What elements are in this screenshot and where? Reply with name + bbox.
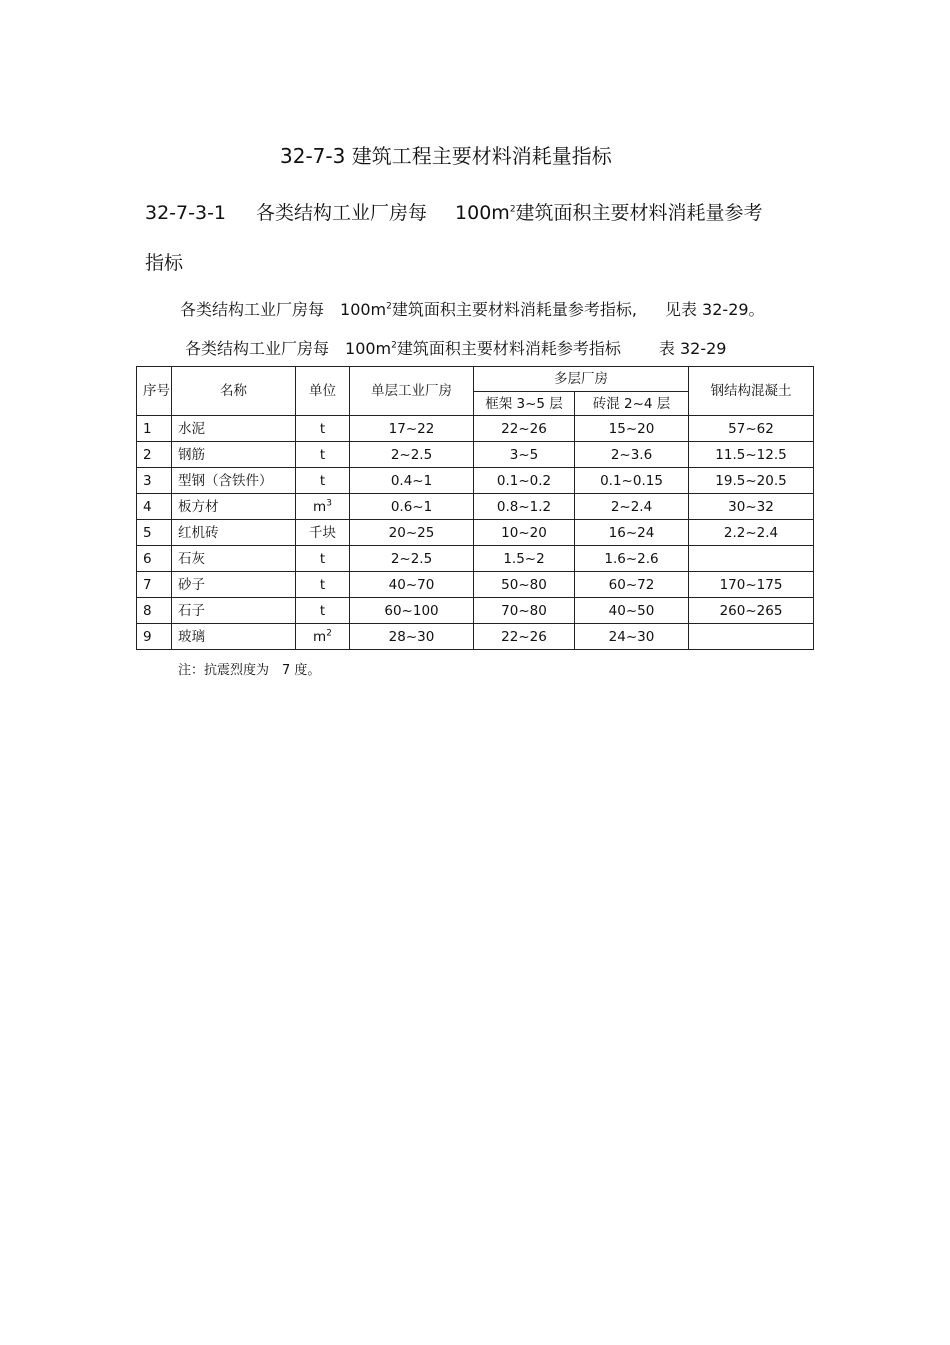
cell-seq-text: 8 xyxy=(143,602,152,619)
para-text-c: 建筑面积主要材料消耗量参考指标, xyxy=(391,300,637,319)
cell-unit-text: t xyxy=(319,420,326,437)
cell-steel-text: 57~62 xyxy=(728,420,774,437)
cell-frame xyxy=(474,520,575,546)
cell-frame-text: 0.1~0.2 xyxy=(496,472,552,489)
cell-brick-text: 24~30 xyxy=(608,628,655,645)
table-row xyxy=(137,624,814,650)
cell-steel xyxy=(689,494,814,520)
cell-single xyxy=(350,624,474,650)
cell-unit xyxy=(296,416,350,442)
cell-frame-text: 0.8~1.2 xyxy=(496,498,552,515)
cell-brick xyxy=(575,546,689,572)
cell-brick xyxy=(575,468,689,494)
cell-single-text: 28~30 xyxy=(388,628,435,645)
table-row xyxy=(137,468,814,494)
cell-frame-text: 50~80 xyxy=(501,576,547,593)
cell-steel-text: 170~175 xyxy=(719,576,783,593)
caption-text-c: 建筑面积主要材料消耗参考指标 xyxy=(396,339,621,358)
cell-brick-text: 15~20 xyxy=(608,420,655,437)
cell-frame-text: 70~80 xyxy=(501,602,547,619)
caption-number: 表 32-29 xyxy=(658,339,727,358)
table-row xyxy=(137,598,814,624)
cell-frame-text: 3~5 xyxy=(509,446,539,463)
cell-single-text: 60~100 xyxy=(384,602,439,619)
cell-steel-text: 2.2~2.4 xyxy=(723,524,779,541)
cell-frame xyxy=(474,572,575,598)
cell-brick xyxy=(575,442,689,468)
para-sup: 2 xyxy=(386,301,392,312)
para-text-b: 100m xyxy=(340,300,387,319)
cell-frame-text: 10~20 xyxy=(501,524,547,541)
cell-steel xyxy=(689,520,814,546)
header-frame: 框架 3~5 层 xyxy=(474,392,575,416)
cell-steel-text: 11.5~12.5 xyxy=(715,446,787,463)
cell-seq xyxy=(137,598,172,624)
cell-unit-text: t xyxy=(319,472,326,489)
cell-name-text: 型钢（含铁件） xyxy=(178,472,273,489)
cell-single-text: 40~70 xyxy=(388,576,435,593)
cell-seq xyxy=(137,572,172,598)
caption-text-a: 各类结构工业厂房每 xyxy=(185,339,330,358)
subsection-heading-line2: 指标 xyxy=(145,252,184,274)
cell-name xyxy=(172,546,296,572)
cell-brick-text: 2~2.4 xyxy=(610,498,653,515)
caption-text-b: 100m xyxy=(345,339,392,358)
cell-name xyxy=(172,416,296,442)
unit-superscript: 3 xyxy=(326,498,332,508)
cell-steel xyxy=(689,624,814,650)
cell-frame xyxy=(474,416,575,442)
cell-single xyxy=(350,468,474,494)
cell-frame-text: 1.5~2 xyxy=(503,550,545,567)
cell-brick-text: 1.6~2.6 xyxy=(604,550,659,567)
cell-unit-text: t xyxy=(319,602,326,619)
header-brick: 砖混 2~4 层 xyxy=(575,392,689,416)
cell-name-text: 石灰 xyxy=(178,550,205,567)
cell-single-text: 2~2.5 xyxy=(390,550,433,567)
cell-unit-text: t xyxy=(319,446,326,463)
cell-steel-text: 260~265 xyxy=(719,602,783,619)
cell-frame-text: 22~26 xyxy=(501,420,547,437)
cell-name-text: 水泥 xyxy=(178,420,205,437)
table-row xyxy=(137,416,814,442)
cell-seq-text: 3 xyxy=(143,472,152,489)
cell-steel-text: 19.5~20.5 xyxy=(715,472,787,489)
para-text-a: 各类结构工业厂房每 xyxy=(180,300,325,319)
body-paragraph xyxy=(180,297,765,320)
cell-single-text: 0.6~1 xyxy=(390,498,433,515)
cell-frame xyxy=(474,624,575,650)
cell-single xyxy=(350,572,474,598)
table-row xyxy=(137,520,814,546)
cell-name-text: 板方材 xyxy=(178,498,219,515)
subsection-text-a: 各类结构工业厂房每 xyxy=(256,202,428,224)
cell-single-text: 20~25 xyxy=(388,524,435,541)
cell-unit-text: t xyxy=(319,550,326,567)
cell-steel xyxy=(689,546,814,572)
table-row xyxy=(137,442,814,468)
cell-unit xyxy=(296,494,350,520)
subsection-number: 32-7-3-1 xyxy=(145,202,227,224)
cell-brick xyxy=(575,520,689,546)
cell-seq xyxy=(137,468,172,494)
cell-name-text: 砂子 xyxy=(178,576,205,593)
header-steel: 钢结构混凝土 xyxy=(689,367,814,416)
cell-unit-text: 千块 xyxy=(309,524,336,541)
cell-brick xyxy=(575,494,689,520)
cell-name xyxy=(172,494,296,520)
cell-name-text: 钢筋 xyxy=(178,446,205,463)
cell-brick-text: 2~3.6 xyxy=(610,446,653,463)
cell-seq xyxy=(137,546,172,572)
cell-seq-text: 5 xyxy=(143,524,152,541)
cell-steel-text: 30~32 xyxy=(728,498,774,515)
cell-seq-text: 4 xyxy=(143,498,152,515)
header-unit: 单位 xyxy=(296,367,350,416)
cell-unit-text: m xyxy=(313,498,327,515)
cell-steel xyxy=(689,442,814,468)
cell-single xyxy=(350,598,474,624)
cell-brick xyxy=(575,572,689,598)
cell-unit xyxy=(296,624,350,650)
section-title: 32-7-3 建筑工程主要材料消耗量指标 xyxy=(280,144,612,168)
cell-unit-text: t xyxy=(319,576,326,593)
cell-name xyxy=(172,598,296,624)
header-multi: 多层厂房 xyxy=(474,367,689,392)
table-row xyxy=(137,546,814,572)
cell-unit xyxy=(296,546,350,572)
header-single: 单层工业厂房 xyxy=(350,367,474,416)
cell-name xyxy=(172,468,296,494)
cell-single-text: 17~22 xyxy=(388,420,435,437)
cell-unit xyxy=(296,598,350,624)
cell-single xyxy=(350,520,474,546)
cell-seq-text: 6 xyxy=(143,550,152,567)
cell-seq xyxy=(137,624,172,650)
cell-name-text: 石子 xyxy=(178,602,205,619)
materials-table xyxy=(136,366,814,650)
cell-brick-text: 60~72 xyxy=(608,576,655,593)
table-row xyxy=(137,572,814,598)
cell-unit-text: m xyxy=(313,628,327,645)
table-caption xyxy=(185,336,726,359)
cell-name xyxy=(172,442,296,468)
cell-unit xyxy=(296,572,350,598)
table-note: 注：抗震烈度为 7 度。 xyxy=(178,663,321,678)
cell-name xyxy=(172,520,296,546)
cell-frame xyxy=(474,494,575,520)
cell-name-text: 红机砖 xyxy=(178,524,219,541)
cell-brick-text: 0.1~0.15 xyxy=(600,472,663,489)
table-body xyxy=(137,416,814,650)
cell-seq-text: 1 xyxy=(143,420,152,437)
cell-frame xyxy=(474,598,575,624)
cell-seq xyxy=(137,520,172,546)
cell-steel xyxy=(689,598,814,624)
cell-seq xyxy=(137,416,172,442)
cell-steel xyxy=(689,416,814,442)
subsection-sup: 2 xyxy=(509,204,516,215)
cell-single-text: 0.4~1 xyxy=(390,472,433,489)
cell-brick-text: 40~50 xyxy=(608,602,655,619)
cell-brick xyxy=(575,624,689,650)
subsection-heading xyxy=(145,198,763,225)
cell-frame xyxy=(474,546,575,572)
unit-superscript: 2 xyxy=(326,628,332,638)
subsection-text-b: 100m xyxy=(455,202,510,224)
cell-single xyxy=(350,442,474,468)
cell-frame xyxy=(474,442,575,468)
cell-seq xyxy=(137,442,172,468)
cell-single xyxy=(350,416,474,442)
cell-brick xyxy=(575,416,689,442)
cell-steel xyxy=(689,468,814,494)
cell-single xyxy=(350,546,474,572)
header-name: 名称 xyxy=(172,367,296,416)
cell-seq-text: 9 xyxy=(143,628,152,645)
cell-single xyxy=(350,494,474,520)
table-row xyxy=(137,494,814,520)
cell-frame xyxy=(474,468,575,494)
cell-name xyxy=(172,572,296,598)
cell-seq xyxy=(137,494,172,520)
cell-seq-text: 2 xyxy=(143,446,152,463)
header-seq: 序号 xyxy=(137,367,172,416)
cell-brick xyxy=(575,598,689,624)
para-text-d: 见表 32-29。 xyxy=(664,300,765,319)
cell-unit xyxy=(296,520,350,546)
cell-single-text: 2~2.5 xyxy=(390,446,433,463)
cell-brick-text: 16~24 xyxy=(608,524,655,541)
cell-frame-text: 22~26 xyxy=(501,628,547,645)
cell-unit xyxy=(296,442,350,468)
cell-name-text: 玻璃 xyxy=(178,628,205,645)
cell-steel xyxy=(689,572,814,598)
cell-name xyxy=(172,624,296,650)
cell-seq-text: 7 xyxy=(143,576,152,593)
subsection-text-c: 建筑面积主要材料消耗量参考 xyxy=(515,202,763,224)
caption-sup: 2 xyxy=(391,340,397,351)
cell-unit xyxy=(296,468,350,494)
